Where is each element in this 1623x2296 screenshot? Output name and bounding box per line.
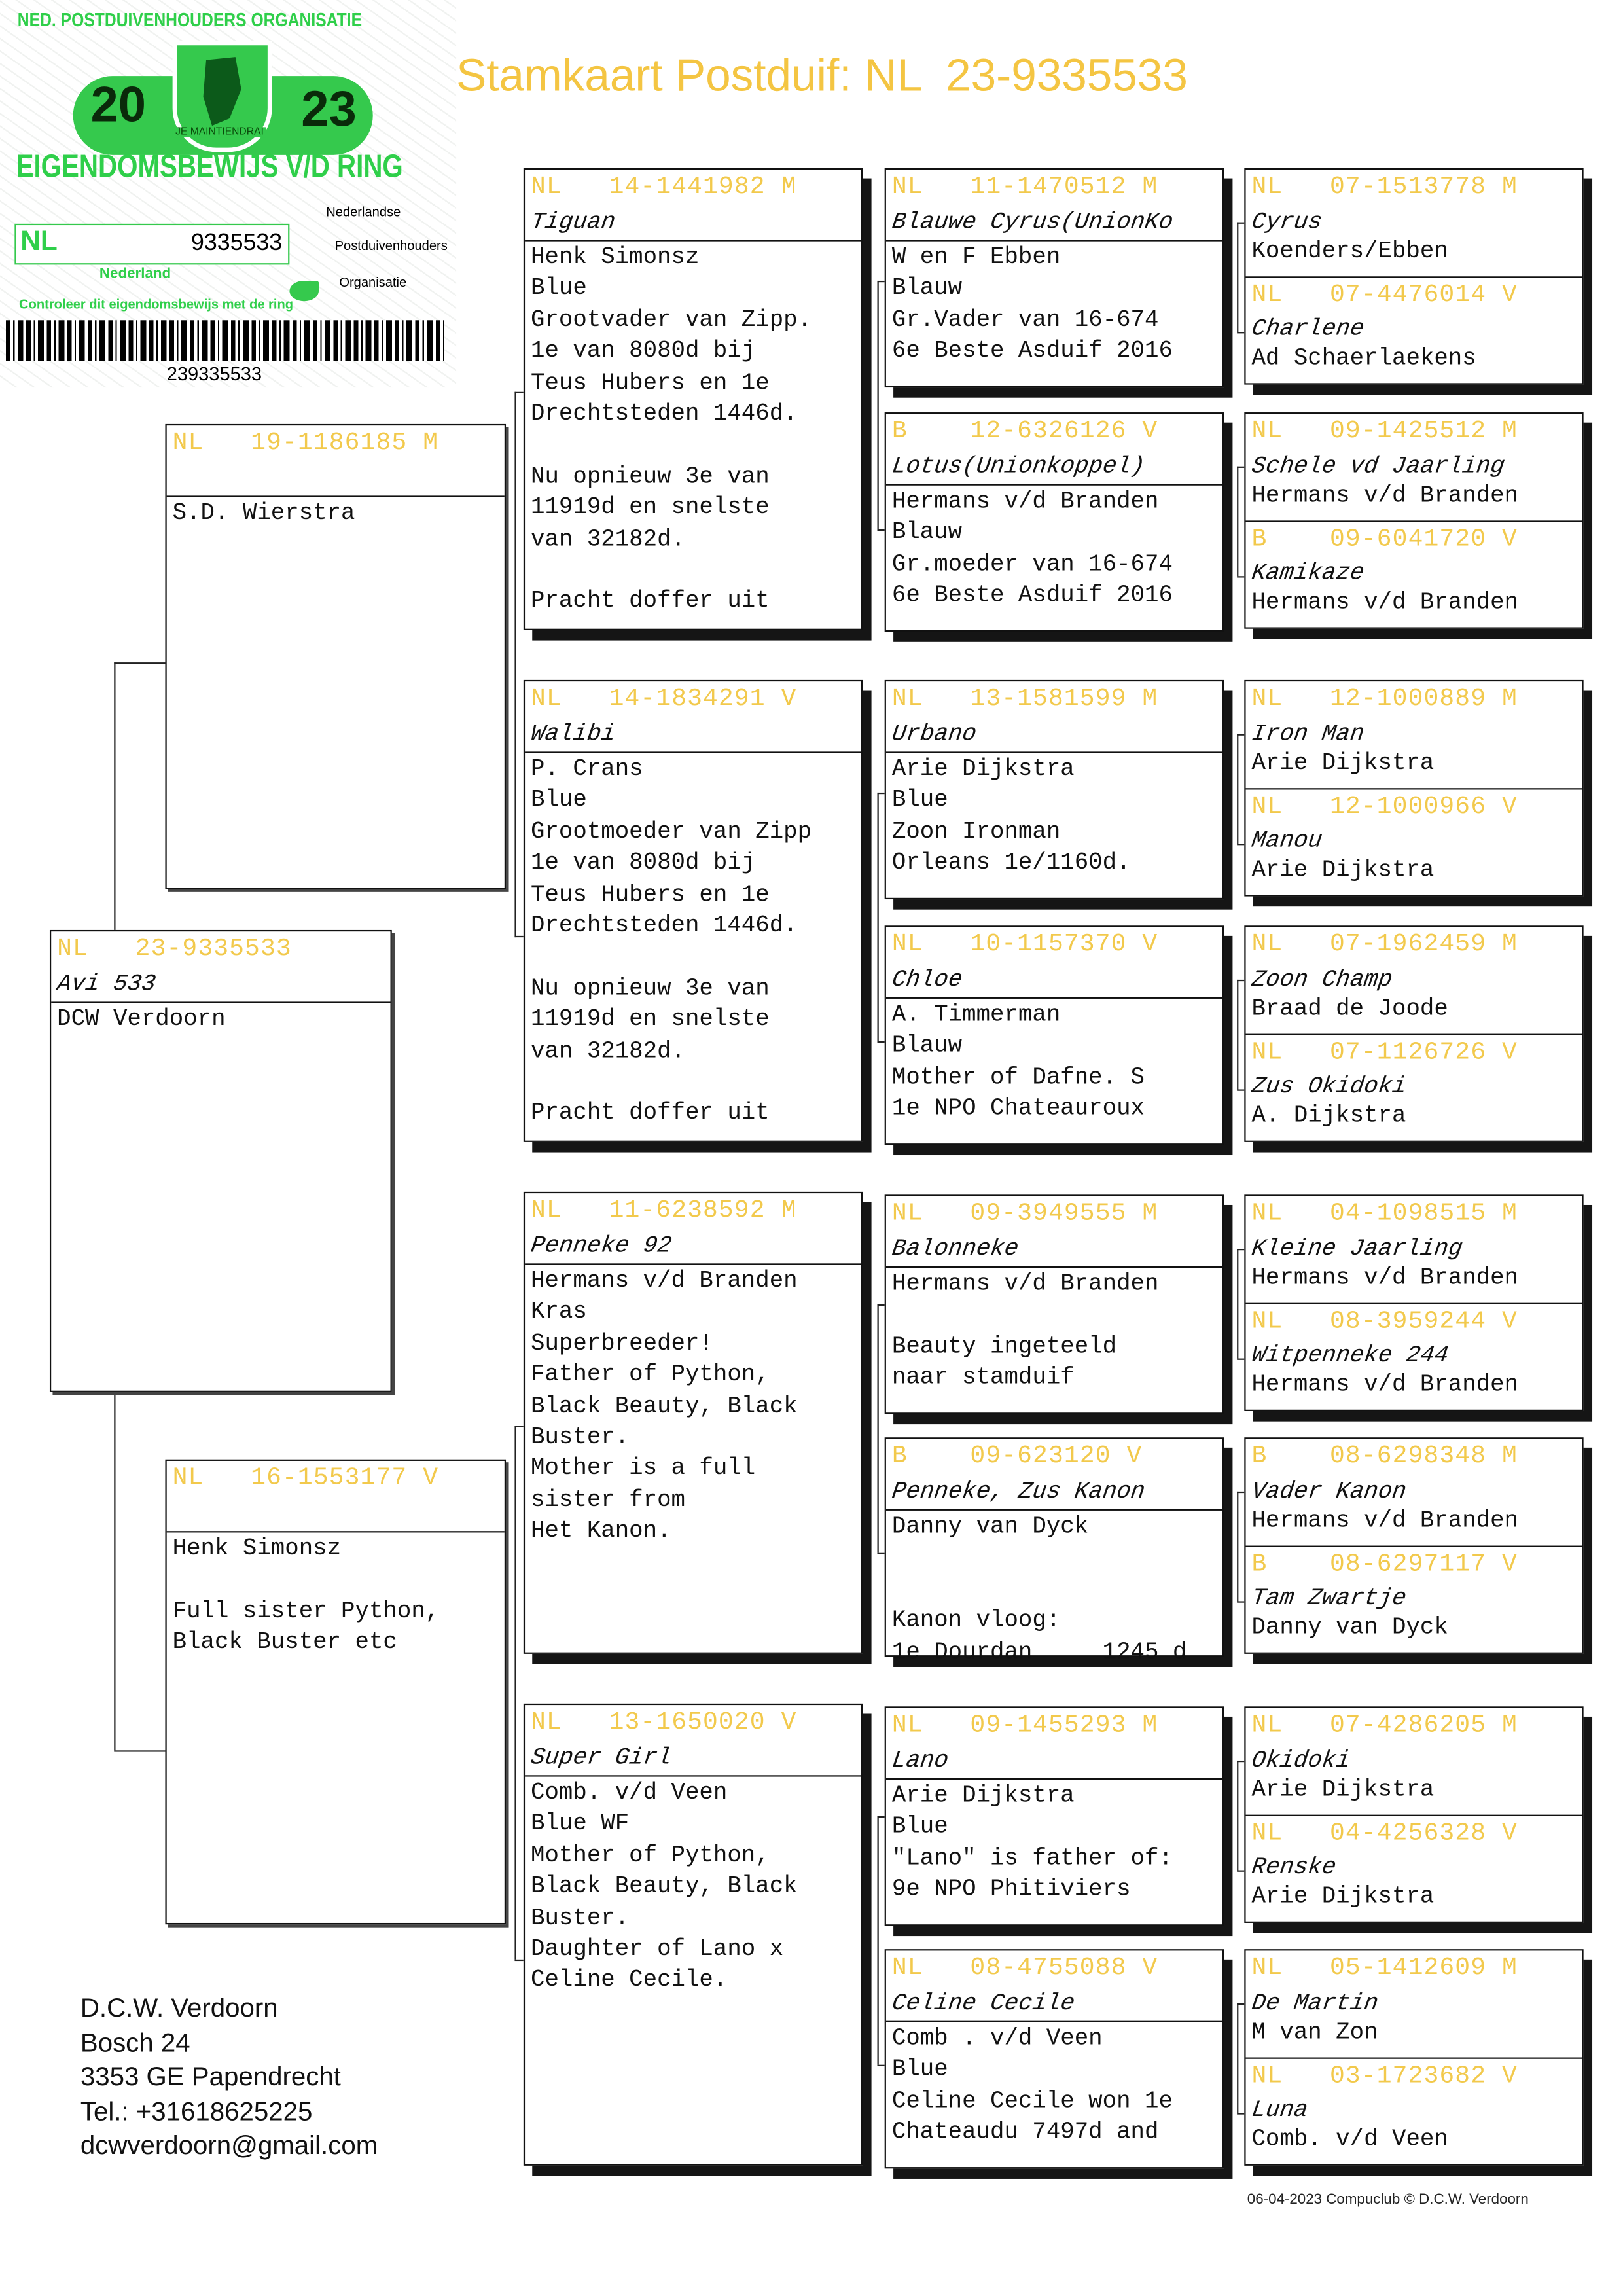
address-email[interactable]: dcwverdoorn@gmail.com: [80, 2130, 378, 2160]
pigeon-name: Tam Zwartje: [1249, 1585, 1408, 1612]
pigeon-name: Lotus(Unionkoppel): [890, 453, 1147, 480]
connector-line: [1237, 2003, 1238, 2113]
pigeon-owner: Danny van Dyck: [1251, 1614, 1448, 1641]
pedigree-pair-box: [1244, 1437, 1583, 1654]
detail-line: DCW Verdoorn: [57, 1006, 226, 1033]
detail-line: Kanon vloog:: [891, 1607, 1061, 1634]
connector-line: [878, 793, 879, 1041]
pedigree-pair-box: [1244, 412, 1583, 629]
connector-line: [1237, 1601, 1244, 1602]
motto: JE MAINTIENDRAI: [173, 127, 267, 137]
connector-line: [114, 1392, 115, 1750]
pedigree-box[interactable]: [1246, 1303, 1582, 1411]
pigeon-name: [164, 463, 507, 495]
pigeon-details: [525, 751, 861, 1132]
detail-line: 9e NPO Phitiviers: [891, 1876, 1131, 1903]
detail-line: 1e NPO Chateauroux: [891, 1095, 1145, 1122]
pedigree-box[interactable]: [1246, 927, 1582, 1033]
detail-line: W en F Ebben: [891, 244, 1061, 271]
pigeon-details: [886, 1778, 1222, 1908]
connector-line: [1237, 734, 1238, 844]
ring-number: NL 05-1412609 M: [1251, 1955, 1518, 1983]
detail-line: Mother of Python,: [531, 1842, 770, 1869]
connector-line: [1237, 1249, 1238, 1359]
connector-line: [1237, 467, 1244, 468]
ring-number: NL 19-1186185 M: [172, 429, 439, 458]
barcode: [6, 320, 444, 361]
connector-line: [878, 281, 885, 282]
detail-line: Blauw: [891, 1033, 963, 1060]
detail-line: 6e Beste Asduif 2016: [891, 582, 1173, 609]
pigeon-name: De Martin: [1249, 1990, 1380, 2017]
nederland-label: Nederland: [99, 266, 171, 283]
connector-line: [1237, 980, 1238, 1090]
barcode-number: 239335533: [166, 363, 262, 385]
pigeon-name: Urbano: [890, 721, 978, 747]
detail-line: [173, 1566, 499, 1597]
detail-line: Chateaudu 7497d and: [891, 2119, 1159, 2146]
pigeon-name: Blauwe Cyrus(UnionKo: [890, 209, 1175, 236]
ring-number: B 08-6297117 V: [1251, 1551, 1518, 1579]
pigeon-details: [886, 484, 1222, 614]
detail-line: Drechtsteden 1446d.: [531, 401, 798, 427]
ring-number: B 09-623120 V: [891, 1443, 1143, 1471]
pedigree-box[interactable]: [524, 168, 863, 630]
detail-line: Daughter of Lano x: [531, 1936, 784, 1963]
npo-n: Nederlandse: [326, 204, 401, 220]
pigeon-owner: Hermans v/d Branden: [1251, 1507, 1519, 1534]
pigeon-details: [51, 1001, 390, 1037]
connector-line: [514, 1426, 516, 1959]
pigeon-name: Cyrus: [1249, 209, 1324, 236]
pedigree-box[interactable]: [1246, 1546, 1582, 1654]
address-line: 3353 GE Papendrecht: [80, 2062, 341, 2091]
address-line: Bosch 24: [80, 2027, 190, 2057]
ring-number: NL 14-1441982 M: [531, 173, 797, 202]
pigeon-name: Vader Kanon: [1249, 1478, 1408, 1505]
pedigree-box[interactable]: [1246, 1708, 1582, 1815]
connector-line: [514, 1960, 523, 1961]
detail-line: Hermans v/d Branden: [891, 488, 1159, 515]
connector-line: [878, 2065, 885, 2066]
detail-line: Black Beauty, Black: [531, 1873, 798, 1900]
detail-line: Danny van Dyck: [891, 1513, 1089, 1540]
pigeon-name: Avi 533: [55, 971, 158, 997]
detail-line: Blue: [891, 1814, 948, 1840]
ring-number: NL 23-9335533: [57, 935, 292, 964]
detail-line: Mother of Dafne. S: [891, 1064, 1145, 1091]
ring-number: NL 10-1157370 V: [891, 931, 1158, 960]
detail-line: Grootmoeder van Zipp: [531, 818, 812, 845]
pigeon-name: Tiguan: [529, 209, 617, 236]
pedigree-box[interactable]: [885, 1949, 1224, 2168]
ring-number: NL 09-3949555 M: [891, 1200, 1158, 1229]
pigeon-name: Charlene: [1249, 315, 1366, 342]
pedigree-box[interactable]: [1246, 1034, 1582, 1142]
pigeon-owner: Arie Dijkstra: [1251, 857, 1435, 884]
ring-number: NL 16-1553177 V: [172, 1465, 439, 1494]
pigeon-owner: Braad de Joode: [1251, 996, 1448, 1022]
ring-number: 9335533: [191, 231, 283, 256]
ring-field: [14, 224, 289, 265]
pigeon-name: [164, 1499, 507, 1531]
pedigree-box[interactable]: [1246, 520, 1582, 628]
connector-line: [1237, 2113, 1244, 2114]
detail-line: Blauw: [891, 520, 963, 547]
detail-line: Beauty ingeteeld: [891, 1333, 1117, 1360]
detail-line: Het Kanon.: [531, 1518, 671, 1545]
connector-line: [1237, 980, 1244, 981]
pigeon-name: Kleine Jaarling: [1249, 1235, 1465, 1263]
ring-number: NL 03-1723682 V: [1251, 2063, 1518, 2091]
pigeon-name: Penneke 92: [529, 1232, 673, 1259]
pedigree-box[interactable]: [885, 1706, 1224, 1926]
ring-number: NL 12-1000966 V: [1251, 794, 1518, 822]
detail-line: Celine Cecile won 1e: [891, 2088, 1173, 2115]
ring-number: B 12-6326126 V: [891, 418, 1158, 446]
pigeon-name: Celine Cecile: [890, 1990, 1077, 2017]
connector-line: [1237, 1492, 1238, 1602]
ring-number: NL 08-3959244 V: [1251, 1308, 1518, 1337]
ring-country: NL: [20, 226, 58, 258]
footer-credit: 06-04-2023 Compuclub © D.C.W. Verdoorn: [1247, 2192, 1529, 2208]
pedigree-box[interactable]: [524, 1192, 863, 1654]
pigeon-owner: Hermans v/d Branden: [1251, 1371, 1519, 1398]
pedigree-box[interactable]: [1246, 276, 1582, 384]
pedigree-box[interactable]: [885, 412, 1224, 632]
detail-line: Orleans 1e/1160d.: [891, 850, 1131, 876]
detail-line: Pracht doffer uit: [531, 1100, 770, 1127]
ring-number: NL 09-1425512 M: [1251, 418, 1518, 446]
pigeon-name: Zoon Champ: [1249, 966, 1395, 994]
connector-line: [114, 662, 165, 664]
check-text: Controleer dit eigendomsbewijs met de ring: [19, 296, 294, 312]
ring-number: NL 08-4755088 V: [891, 1955, 1158, 1983]
ring-number: NL 13-1650020 V: [531, 1709, 797, 1738]
pedigree-box[interactable]: [524, 1704, 863, 2166]
ring-number: B 08-6298348 M: [1251, 1443, 1518, 1471]
connector-line: [1237, 223, 1244, 224]
pigeon-name: Chloe: [890, 966, 965, 994]
ring-number: NL 04-4256328 V: [1251, 1820, 1518, 1849]
ownership-certificate: [0, 0, 456, 387]
detail-line: Buster.: [531, 1424, 630, 1451]
detail-line: [892, 1575, 1217, 1606]
detail-line: Black Buster etc: [172, 1629, 397, 1656]
pedigree-box[interactable]: [1246, 1196, 1582, 1303]
owner-address: [80, 1992, 378, 2164]
detail-line: Blue: [891, 787, 948, 814]
detail-line: Gr.Vader van 16-674: [891, 306, 1159, 333]
detail-line: P. Crans: [531, 756, 643, 783]
connector-line: [1237, 332, 1244, 333]
pedigree-box[interactable]: [1246, 2058, 1582, 2166]
pigeon-details: [167, 495, 505, 531]
pigeon-name: Witpenneke 244: [1249, 1342, 1450, 1369]
detail-line: [531, 556, 855, 587]
pigeon-name: Luna: [1249, 2096, 1310, 2124]
detail-line: [531, 942, 855, 974]
pigeon-owner: Arie Dijkstra: [1251, 1776, 1435, 1803]
connector-line: [514, 936, 523, 937]
pigeon-name: Okidoki: [1249, 1747, 1352, 1774]
detail-line: [531, 431, 855, 462]
pedigree-box[interactable]: [885, 168, 1224, 387]
connector-line: [514, 392, 523, 393]
ring-number: NL 04-1098515 M: [1251, 1200, 1518, 1229]
pigeon-name: Manou: [1249, 827, 1324, 854]
detail-line: Superbreeder!: [531, 1330, 713, 1357]
detail-line: Grootvader van Zipp.: [531, 306, 812, 333]
pigeon-details: [886, 1509, 1222, 1670]
detail-line: van 32182d.: [531, 1037, 686, 1064]
pigeon-owner: Ad Schaerlaekens: [1251, 345, 1476, 372]
pedigree-box[interactable]: [50, 930, 392, 1392]
connector-line: [114, 662, 115, 930]
pedigree-box[interactable]: [524, 680, 863, 1142]
pigeon-owner: Arie Dijkstra: [1251, 750, 1435, 777]
pedigree-box[interactable]: [885, 1437, 1224, 1665]
connector-line: [1237, 1089, 1244, 1090]
detail-line: Zoon Ironman: [891, 818, 1061, 845]
detail-line: 1e van 8080d bij: [531, 338, 756, 365]
detail-line: Blauw: [891, 275, 963, 302]
pigeon-details: [167, 1531, 505, 1660]
ring-number: NL 07-4476014 V: [1251, 282, 1518, 310]
connector-line: [1237, 844, 1244, 845]
pigeon-name: Kamikaze: [1249, 560, 1366, 586]
connector-line: [1237, 576, 1244, 577]
connector-line: [1237, 1249, 1244, 1250]
pedigree-box[interactable]: [885, 680, 1224, 899]
pigeon-name: Walibi: [529, 721, 617, 747]
pigeon-owner: A. Dijkstra: [1251, 1102, 1406, 1129]
ring-number: NL 07-1962459 M: [1251, 931, 1518, 960]
pigeon-owner: Comb. v/d Veen: [1251, 2126, 1448, 2153]
detail-line: Pracht doffer uit: [531, 588, 770, 615]
address-phone: Tel.: +31618625225: [80, 2096, 313, 2126]
detail-line: Nu opnieuw 3e van: [531, 975, 770, 1002]
detail-line: 6e Beste Asduif 2016: [891, 338, 1173, 365]
detail-line: naar stamduif: [891, 1364, 1075, 1391]
ring-number: NL 11-6238592 M: [531, 1197, 797, 1226]
pedigree-box[interactable]: [885, 925, 1224, 1145]
connector-line: [878, 281, 879, 529]
detail-line: [531, 1067, 855, 1099]
ring-number: B 09-6041720 V: [1251, 526, 1518, 554]
detail-line: Comb. v/d Veen: [531, 1780, 728, 1806]
npo-p: Postduivenhouders: [334, 238, 448, 253]
pedigree-box[interactable]: [1246, 681, 1582, 788]
detail-line: Blue: [531, 787, 587, 814]
connector-line: [878, 1816, 885, 1818]
year-left: 20: [90, 77, 147, 134]
pigeon-owner: Koenders/Ebben: [1251, 238, 1448, 265]
ring-number: NL 07-1126726 V: [1251, 1039, 1518, 1067]
pigeon-details: [886, 2021, 1222, 2151]
ring-number: NL 07-1513778 M: [1251, 173, 1518, 202]
detail-line: S.D. Wierstra: [172, 500, 355, 527]
ring-number: NL 13-1581599 M: [891, 685, 1158, 714]
detail-line: van 32182d.: [531, 526, 686, 552]
connector-line: [1237, 1359, 1244, 1360]
pedigree-pair-box: [1244, 925, 1583, 1142]
detail-line: Full sister Python,: [172, 1598, 440, 1624]
pigeon-owner: Hermans v/d Branden: [1251, 1265, 1519, 1291]
pedigree-pair-box: [1244, 1194, 1583, 1411]
ring-number: NL 11-1470512 M: [891, 173, 1158, 202]
detail-line: Nu opnieuw 3e van: [531, 463, 770, 490]
pedigree-box[interactable]: [1246, 1950, 1582, 2057]
detail-line: Hermans v/d Branden: [531, 1268, 798, 1295]
detail-line: Blue: [531, 275, 587, 302]
detail-line: 1e van 8080d bij: [531, 850, 756, 876]
pigeon-name: Zus Okidoki: [1249, 1073, 1408, 1100]
connector-line: [1237, 1492, 1244, 1493]
pigeon-details: [886, 997, 1222, 1127]
detail-line: Hermans v/d Branden: [891, 1270, 1159, 1297]
detail-line: Mother is a full: [531, 1456, 756, 1482]
detail-line: Kras: [531, 1299, 587, 1326]
pedigree-pair-box: [1244, 168, 1583, 385]
connector-line: [1237, 2003, 1244, 2005]
connector-line: [1237, 1871, 1244, 1872]
pigeon-name: Lano: [890, 1747, 950, 1774]
detail-line: Comb . v/d Veen: [891, 2025, 1103, 2052]
detail-line: Henk Simonsz: [172, 1535, 342, 1562]
pedigree-box[interactable]: [885, 1194, 1224, 1414]
detail-line: "Lano" is father of:: [891, 1845, 1173, 1872]
connector-line: [1237, 1761, 1244, 1762]
dove-icon: [289, 281, 319, 301]
ring-number: NL 09-1455293 M: [891, 1712, 1158, 1740]
pedigree-box[interactable]: [1246, 1439, 1582, 1545]
pigeon-name: Iron Man: [1249, 721, 1366, 747]
detail-line: Celine Cecile.: [531, 1967, 728, 1994]
pedigree-pair-box: [1244, 680, 1583, 897]
connector-line: [878, 793, 885, 794]
detail-line: [892, 1300, 1217, 1332]
detail-line: Blue WF: [531, 1810, 630, 1838]
npo-o: Organisatie: [339, 275, 407, 290]
detail-line: Gr.moeder van 16-674: [891, 550, 1173, 578]
connector-line: [878, 529, 885, 531]
connector-line: [1237, 223, 1238, 332]
connector-line: [1237, 467, 1238, 577]
detail-line: Arie Dijkstra: [891, 1782, 1075, 1809]
pigeon-owner: Hermans v/d Branden: [1251, 589, 1519, 616]
pedigree-box[interactable]: [1246, 170, 1582, 276]
detail-line: [892, 1543, 1217, 1575]
detail-line: Buster.: [531, 1905, 630, 1931]
detail-line: Teus Hubers en 1e: [531, 369, 770, 396]
pedigree-pair-box: [1244, 1949, 1583, 2166]
detail-line: Blue: [891, 2056, 948, 2083]
pigeon-name: Balonneke: [890, 1235, 1021, 1263]
pigeon-name: Penneke, Zus Kanon: [890, 1478, 1147, 1505]
certificate-heading: EIGENDOMSBEWIJS V/D RING: [16, 147, 403, 185]
detail-line: 11919d en snelste: [531, 494, 770, 521]
connector-line: [878, 1816, 879, 2065]
ring-number: NL 14-1834291 V: [531, 685, 797, 714]
pigeon-details: [886, 240, 1222, 369]
detail-line: A. Timmerman: [891, 1001, 1061, 1028]
pedigree-box[interactable]: [1246, 414, 1582, 520]
year-right: 23: [301, 82, 357, 138]
connector-line: [1237, 1761, 1238, 1871]
connector-line: [878, 1041, 885, 1043]
detail-line: sister from: [531, 1486, 686, 1514]
connector-line: [878, 1304, 885, 1306]
detail-line: 11919d en snelste: [531, 1006, 770, 1033]
pigeon-name: Renske: [1249, 1854, 1338, 1881]
pigeon-owner: M van Zon: [1251, 2019, 1378, 2046]
detail-line: Henk Simonsz: [531, 244, 700, 271]
detail-line: Arie Dijkstra: [891, 756, 1075, 783]
connector-line: [1237, 734, 1244, 736]
pedigree-box[interactable]: [165, 424, 506, 889]
detail-line: Drechtsteden 1446d.: [531, 912, 798, 939]
pigeon-details: [886, 751, 1222, 881]
pedigree-box[interactable]: [165, 1460, 506, 1924]
pigeon-name: Schele vd Jaarling: [1249, 453, 1507, 480]
connector-line: [878, 1304, 879, 1553]
connector-line: [514, 1426, 523, 1427]
connector-line: [878, 1553, 885, 1554]
detail-line: Father of Python,: [531, 1361, 770, 1388]
detail-line: Teus Hubers en 1e: [531, 881, 770, 908]
pigeon-details: [525, 240, 861, 620]
pigeon-details: [886, 1266, 1222, 1396]
pedigree-box[interactable]: [1246, 788, 1582, 896]
page-title: Stamkaart Postduif: NL 23-9335533: [456, 49, 1188, 101]
detail-line: Black Beauty, Black: [531, 1393, 798, 1420]
pigeon-details: [525, 1263, 861, 1549]
pigeon-owner: Hermans v/d Branden: [1251, 482, 1519, 509]
pigeon-details: [525, 1775, 861, 1998]
detail-line: 1e Dourdan 1245 d: [891, 1638, 1187, 1665]
connector-line: [514, 392, 516, 937]
org-name: NED. POSTDUIVENHOUDERS ORGANISATIE: [17, 9, 363, 31]
connector-line: [114, 1750, 165, 1751]
pigeon-name: Super Girl: [529, 1744, 673, 1771]
address-line: D.C.W. Verdoorn: [80, 1993, 278, 2022]
pedigree-box[interactable]: [1246, 1815, 1582, 1923]
pigeon-owner: Arie Dijkstra: [1251, 1883, 1435, 1910]
pedigree-pair-box: [1244, 1706, 1583, 1923]
ring-number: NL 12-1000889 M: [1251, 685, 1518, 714]
ring-number: NL 07-4286205 M: [1251, 1712, 1518, 1740]
